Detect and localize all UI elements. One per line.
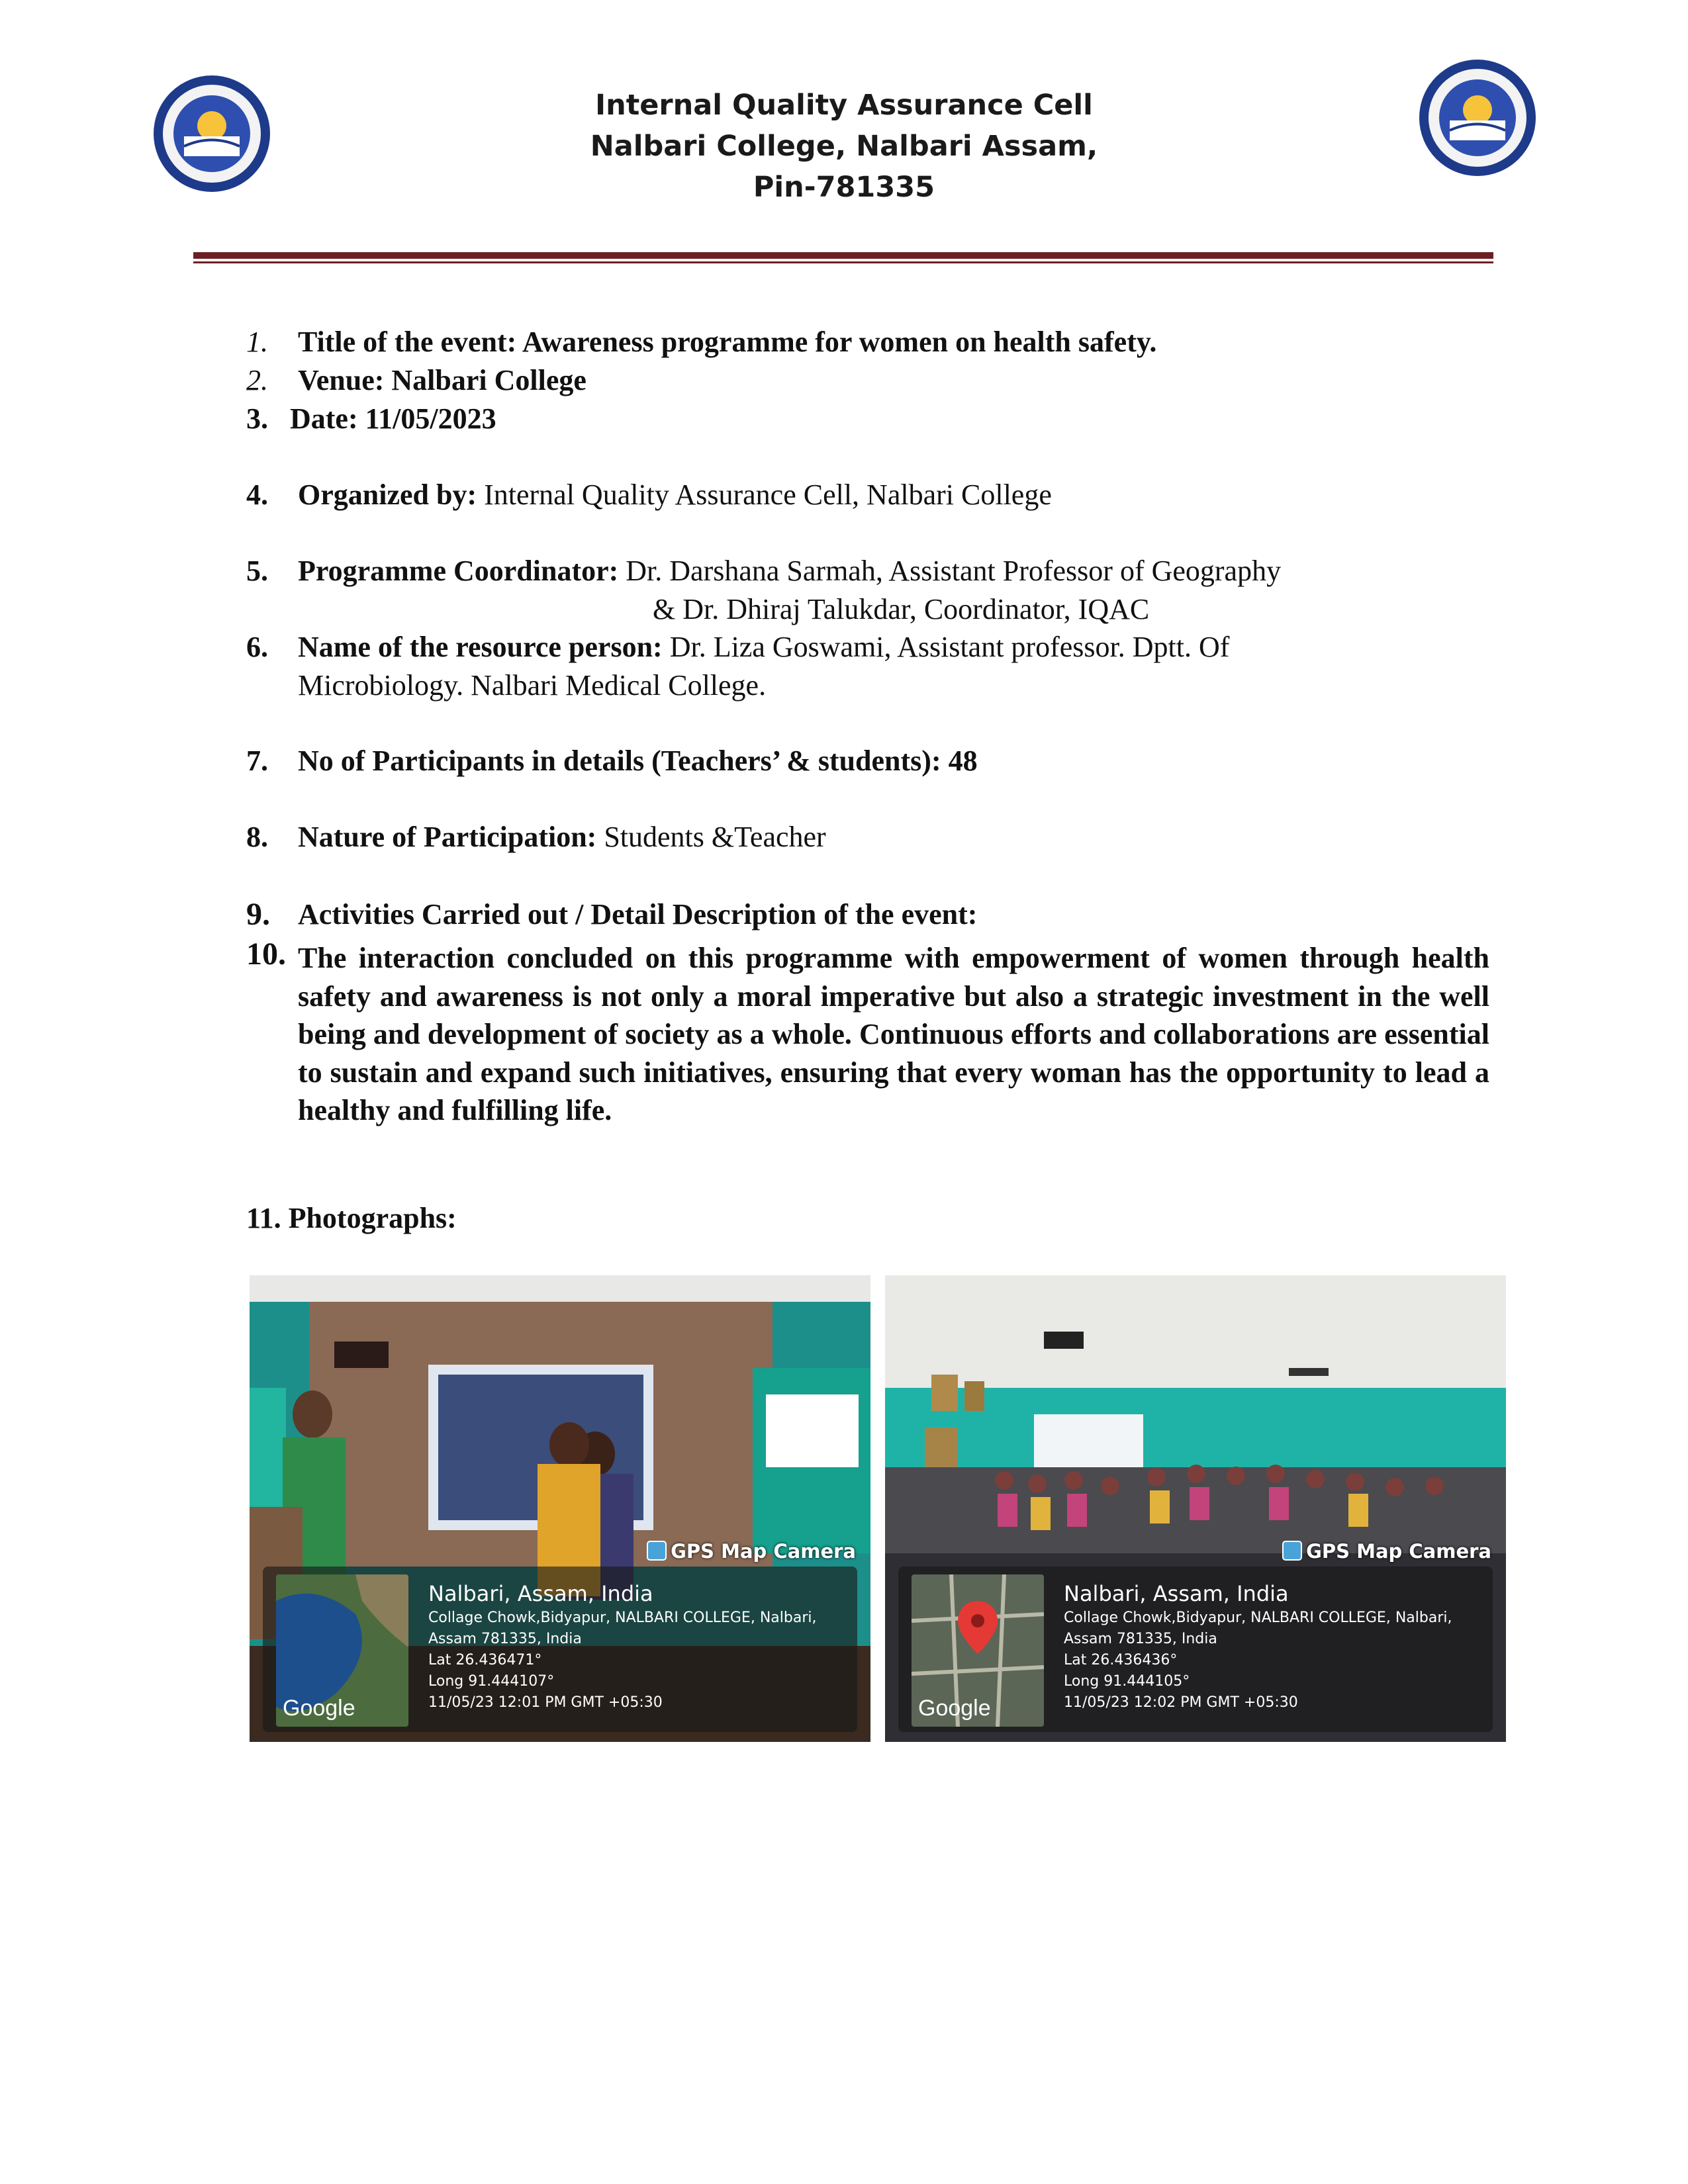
item-venue-label: Venue: Nalbari College: [298, 364, 586, 396]
geotag-details: [1064, 1580, 1452, 1713]
geotag-address-1: Collage Chowk,Bidyapur, NALBARI COLLEGE, Nalbari,: [428, 1610, 817, 1626]
header-line-1: Internal Quality Assurance Cell: [595, 89, 1093, 122]
nature-label: Nature of Participation:: [298, 821, 597, 853]
geotag-address-2: Assam 781335, India: [1064, 1631, 1217, 1647]
photographs-label: 11. Photographs:: [246, 1202, 457, 1234]
resource-person-value: Dr. Liza Goswami, Assistant professor. Dptt. Of: [662, 631, 1230, 663]
gps-map-camera-badge: [1282, 1540, 1491, 1563]
geotag-details: [428, 1580, 816, 1713]
activities-label: Activities Carried out / Detail Description of the event:: [298, 898, 978, 931]
geotag-latitude: Lat 26.436436°: [1064, 1652, 1178, 1668]
google-map-label: Google: [918, 1696, 991, 1721]
coordinator-value-2: & Dr. Dhiraj Talukdar, Coordinator, IQAC: [653, 593, 1150, 625]
item-number: 10.: [246, 936, 286, 972]
college-seal-logo-left: [151, 73, 273, 195]
participants-label: No of Participants in details (Teachers’ & students): 48: [298, 745, 978, 777]
header-line-3: Pin-781335: [753, 171, 935, 204]
geotag-longitude: Long 91.444107°: [428, 1673, 555, 1690]
event-description: The interaction concluded on this programme with empowerment of women through health safety and awareness is not only a moral imperative but also a strategic investment in the well being and development of society as a whole. Continuous efforts and collaborations are essential to sustain and expand such initiatives, ensuring that every woman has the opportunity to lead a healthy and fulfilling life.: [298, 942, 1489, 1126]
coordinator-value: Dr. Darshana Sarmah, Assistant Professor of Geography: [618, 555, 1282, 587]
geotag-stamp: [898, 1567, 1493, 1732]
geotag-city: Nalbari, Assam, India: [1064, 1581, 1289, 1606]
resource-person-value-2: Microbiology. Nalbari Medical College.: [298, 669, 767, 702]
geotag-address-2: Assam 781335, India: [428, 1631, 582, 1647]
google-map-label: Google: [283, 1696, 355, 1721]
header-line-2: Nalbari College, Nalbari Assam,: [590, 130, 1098, 163]
satellite-map-thumbnail: [276, 1574, 408, 1727]
item-title-label: Title of the event: Awareness programme for women on health safety.: [298, 326, 1157, 358]
item-number: 1.: [246, 326, 268, 358]
item-number: 8.: [246, 821, 268, 853]
organized-by-label: Organized by:: [298, 478, 477, 511]
document-header: [397, 85, 1291, 208]
nature-value: Students &Teacher: [596, 821, 826, 853]
geotag-city: Nalbari, Assam, India: [428, 1581, 653, 1606]
geotag-longitude: Long 91.444105°: [1064, 1673, 1190, 1690]
satellite-map-thumbnail: [912, 1574, 1044, 1727]
header-divider-thick: [193, 252, 1493, 259]
geotag-stamp: [263, 1567, 857, 1732]
gps-map-camera-badge: [647, 1540, 856, 1563]
item-number: 2.: [246, 364, 268, 396]
gps-label: GPS Map Camera: [1306, 1540, 1491, 1563]
item-number: 4.: [246, 478, 268, 511]
item-number: 7.: [246, 745, 268, 777]
coordinator-label: Programme Coordinator:: [298, 555, 619, 587]
gps-camera-icon: [647, 1541, 667, 1561]
event-photo-2: [885, 1275, 1506, 1742]
geotag-address-1: Collage Chowk,Bidyapur, NALBARI COLLEGE, Nalbari,: [1064, 1610, 1452, 1626]
geotag-latitude: Lat 26.436471°: [428, 1652, 542, 1668]
college-seal-logo-right: [1417, 57, 1539, 179]
organized-by-value: Internal Quality Assurance Cell, Nalbari College: [477, 478, 1052, 511]
item-number: 9.: [246, 897, 270, 932]
event-photo-1: [250, 1275, 870, 1742]
geotag-timestamp: 11/05/23 12:01 PM GMT +05:30: [428, 1694, 663, 1711]
item-number: 5.: [246, 555, 268, 587]
item-date-label: Date: 11/05/2023: [290, 402, 496, 435]
header-divider-thin: [193, 261, 1493, 263]
gps-camera-icon: [1282, 1541, 1302, 1561]
item-number: 6.: [246, 631, 268, 663]
geotag-timestamp: 11/05/23 12:02 PM GMT +05:30: [1064, 1694, 1298, 1711]
gps-label: GPS Map Camera: [671, 1540, 856, 1563]
item-number: 3.: [246, 402, 268, 435]
resource-person-label: Name of the resource person:: [298, 631, 663, 663]
